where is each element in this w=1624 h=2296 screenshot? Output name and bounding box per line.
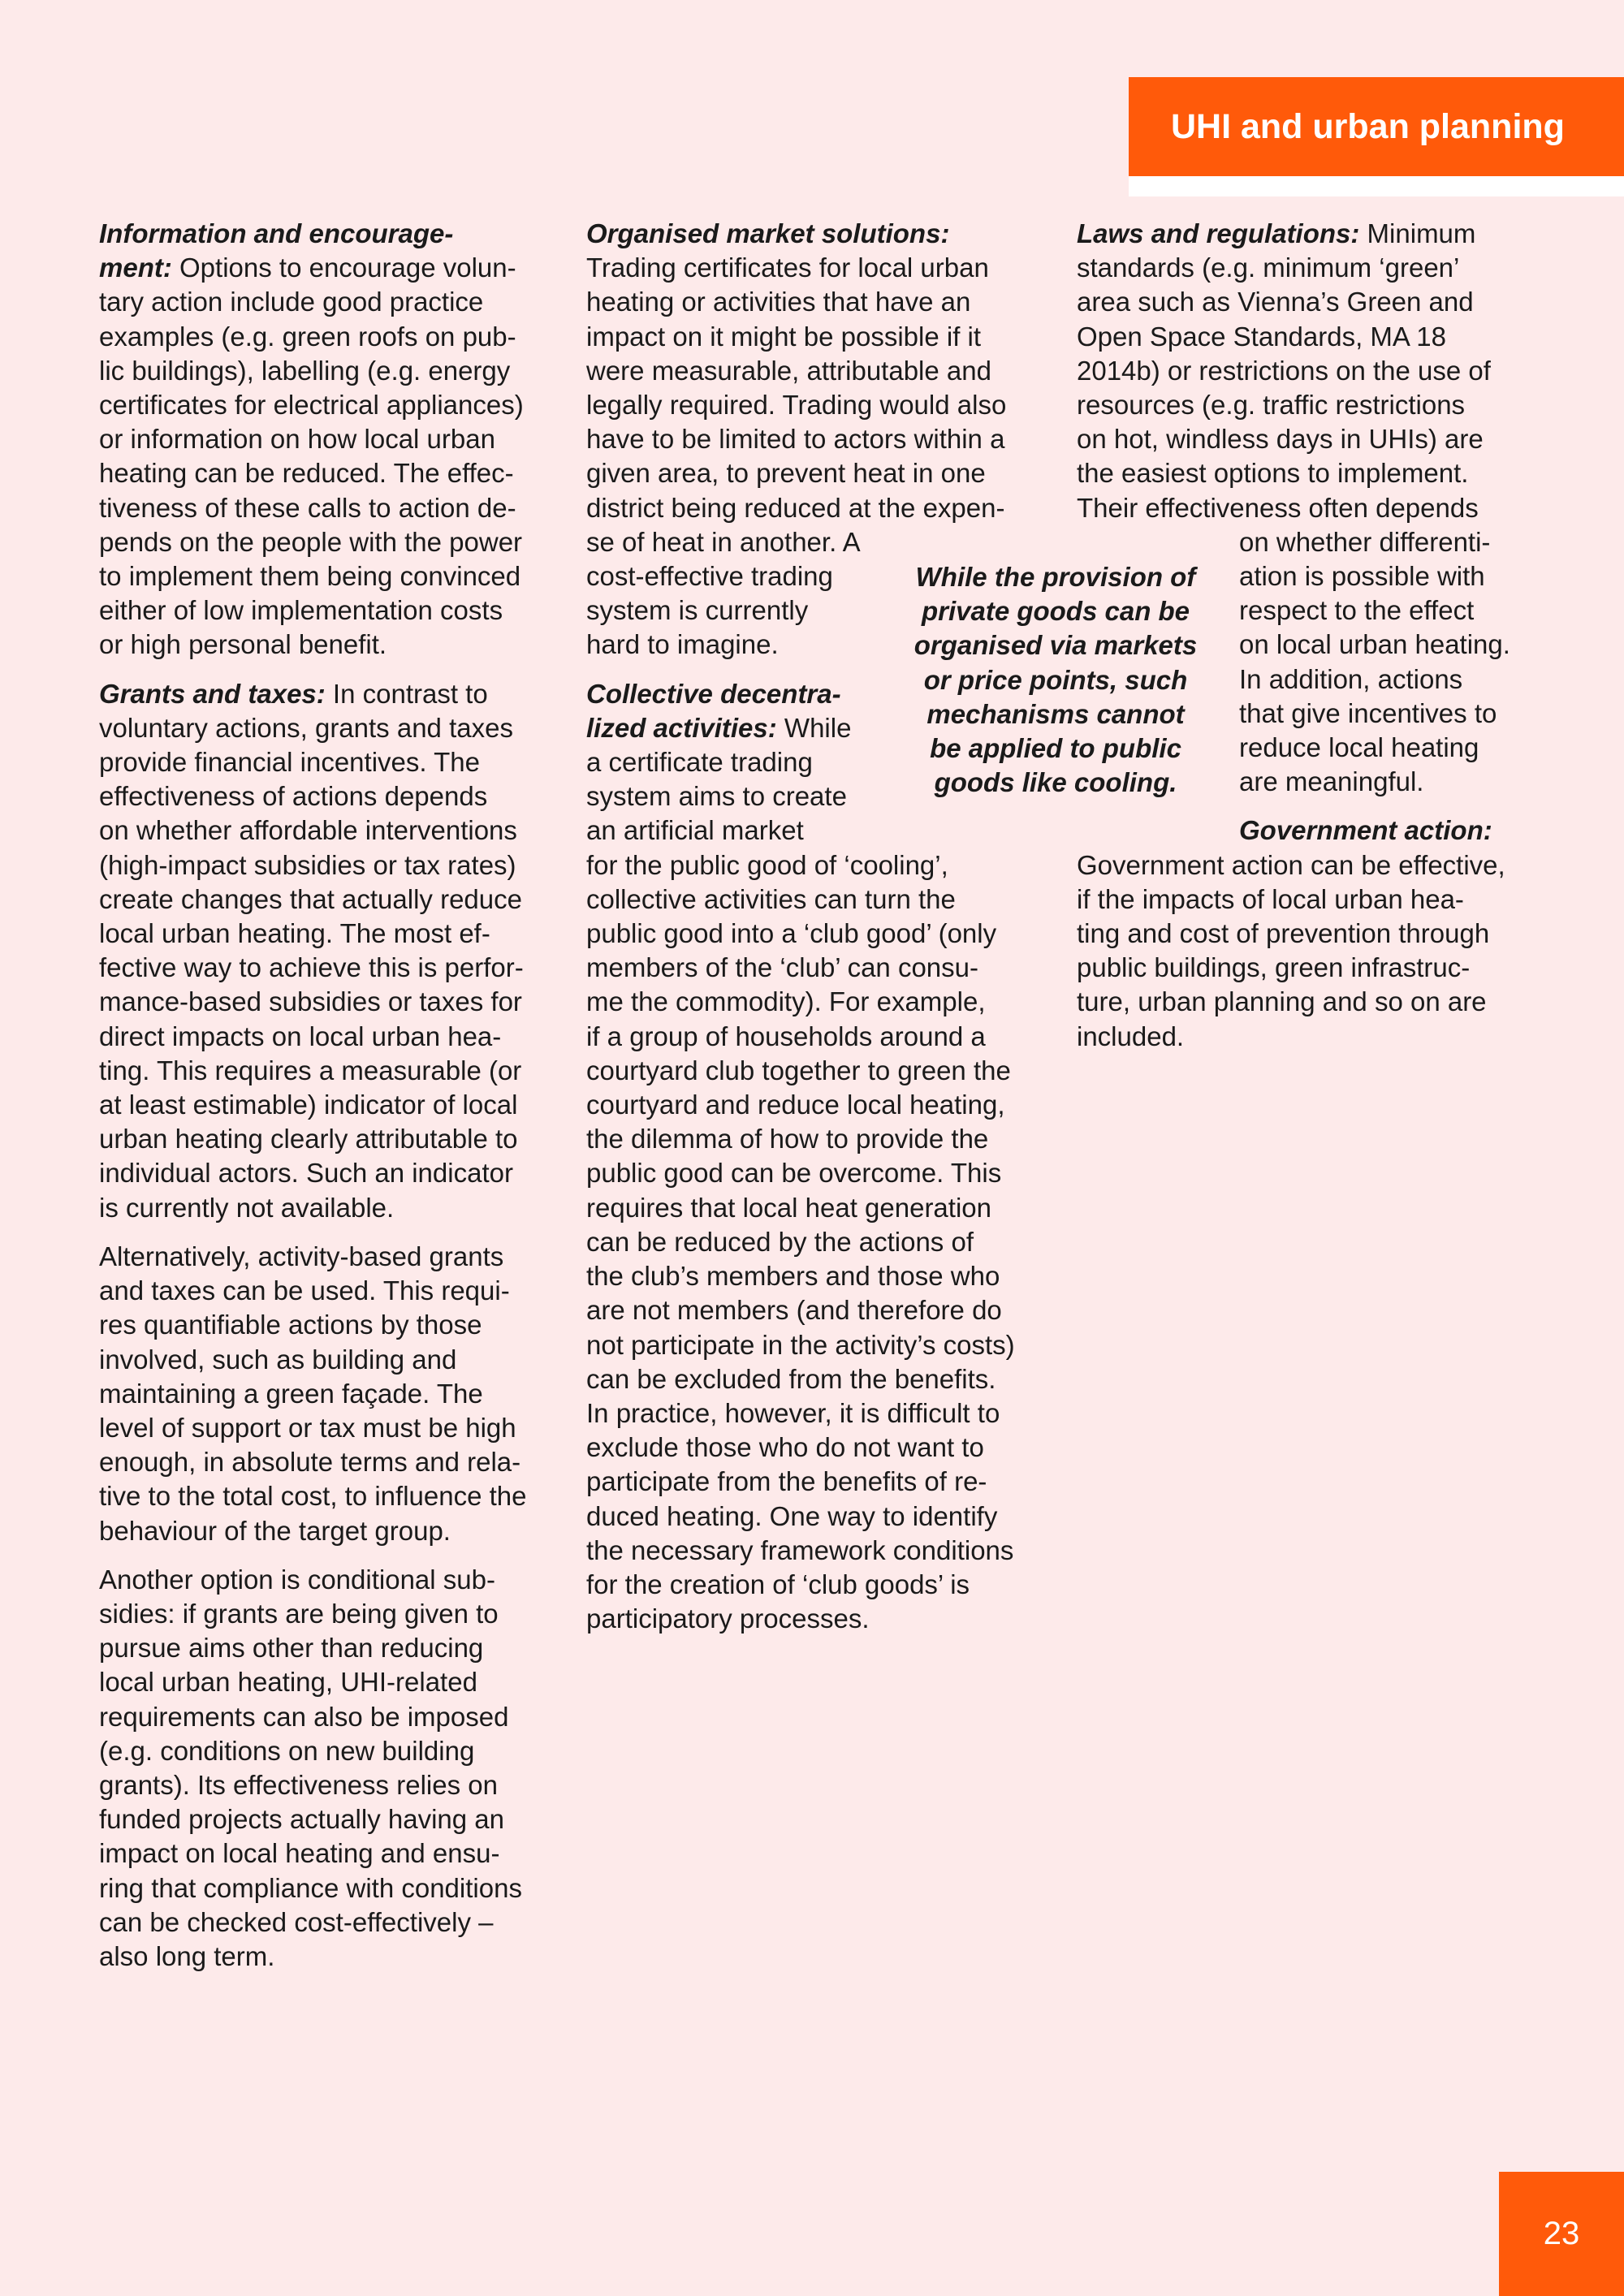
paragraph-grants-taxes: Grants and taxes: In contrast to voluntary actions, grants and taxes provide financial incentives. The effectiveness of actions depends on whether affordable interventions (high-impact subsidies or tax rates) create changes that actually reduce local urban heating. The most ef- fective way to achieve this is perfor- mance-based subsidies or taxes for direct impacts on local urban hea- ting. This requires a measurable (or at least estimable) indicator of local urban heating clearly attributable to individual actors. Such an indicator is currently not available. — [99, 678, 524, 1223]
section-title: UHI and urban planning — [1171, 107, 1565, 146]
paragraph-organised-market: Organised market solutions: Trading certificates for local urban heating or activities that have an impact on it might be possible if it were measurable, attributable and legally required. Trading would also have to be limited to actors within a given area, to prevent heat in one district being reduced at the expen- se of heat in another. A cost-effective trading system is currently hard to imagine. — [586, 218, 1007, 660]
paragraph-heading: ment: — [99, 252, 172, 283]
paragraph-heading: Laws and regulations: — [1077, 218, 1360, 248]
page-number: 23 — [1543, 2216, 1580, 2251]
text-column-1 — [99, 217, 554, 1988]
paragraph-heading: Grants and taxes: — [99, 678, 326, 709]
paragraph-collective-activities: Collective decentra- lized activities: While a certificate trading system aims to create an artificial market for the public good of ‘cooling’, collective activities can turn the public good into a ‘club good’ (only members of the ‘club’ can consu- me the commodity). For example, if a group of households around a courtyard club together to green the courtyard and reduce local heating, the dilemma of how to provide the public good can be overcome. This requires that local heat generation can be reduced by the actions of the club’s members and those who are not members (and therefore do not participate in the activity’s costs) can be excluded from the benefits. In practice, however, it is difficult to exclude those who do not want to participate from the benefits of re- duced heating. One way to identify the necessary framework conditions for the creation of ‘club goods’ is participatory processes. — [586, 678, 1015, 1634]
paragraph-activity-based: Alternatively, activity-based grants and taxes can be used. This requi- res quantifiable actions by those involved, such as building and maintaining a green façade. The level of support or tax must be high enough, in absolute terms and rela- tive to the total cost, to influence the behaviour of the target group. — [99, 1241, 527, 1546]
paragraph-heading: Organised market solutions: — [586, 218, 950, 248]
paragraph-government-action: Government action: Government action can be effective, if the impacts of local urban hea- ting and cost of prevention through public buildings, green infrastruc- ture, urban planning and so on are included. — [1077, 815, 1505, 1051]
paragraph-heading: Government action: — [1239, 815, 1492, 846]
pull-quote: While the provision of private goods can be organised via markets or price points, such mechanisms cannot be applied to public goods like cooling. — [914, 562, 1198, 798]
text-column-2 — [586, 217, 1065, 1651]
section-header-underline — [1129, 176, 1624, 196]
paragraph-laws-regulations: Laws and regulations: Minimum standards (e.g. minimum ‘green’ area such as Vienna’s Green and Open Space Standards, MA 18 2014b) or restrictions on the use of resources (e.g. traffic restrictions on hot, windless days in UHIs) are the easiest options to implement. Their effectiveness often depends on whether differenti- ation is possible with respect to the effect on local urban heating. In addition, actions that give incentives to reduce local heating are meaningful. — [1077, 218, 1510, 797]
paragraph-conditional-subsidies: Another option is conditional sub- sidies: if grants are being given to pursue aims other than reducing local urban heating, UHI-related requirements can also be imposed (e.g. conditions on new building grants). Its effectiveness relies on funded projects actually having an impact on local heating and ensu- ring that compliance with conditions can be checked cost-effectively – also long term. — [99, 1564, 522, 1971]
paragraph-information-encouragement: Information and encourage- ment: Options to encourage volun- tary action include good practice examples (e.g. green roofs on pub- lic buildings), labelling (e.g. energy certificates for electrical appliances) or information on how local urban heating can be reduced. The effec- tiveness of these calls to action de- pends on the people with the power to implement them being convinced either of low implementation costs or high personal benefit. — [99, 218, 524, 660]
text-column-3 — [1077, 217, 1564, 1068]
paragraph-heading: Information and encourage- — [99, 218, 454, 248]
paragraph-heading: Collective decentra- — [586, 678, 841, 709]
paragraph-heading: lized activities: — [586, 712, 777, 743]
